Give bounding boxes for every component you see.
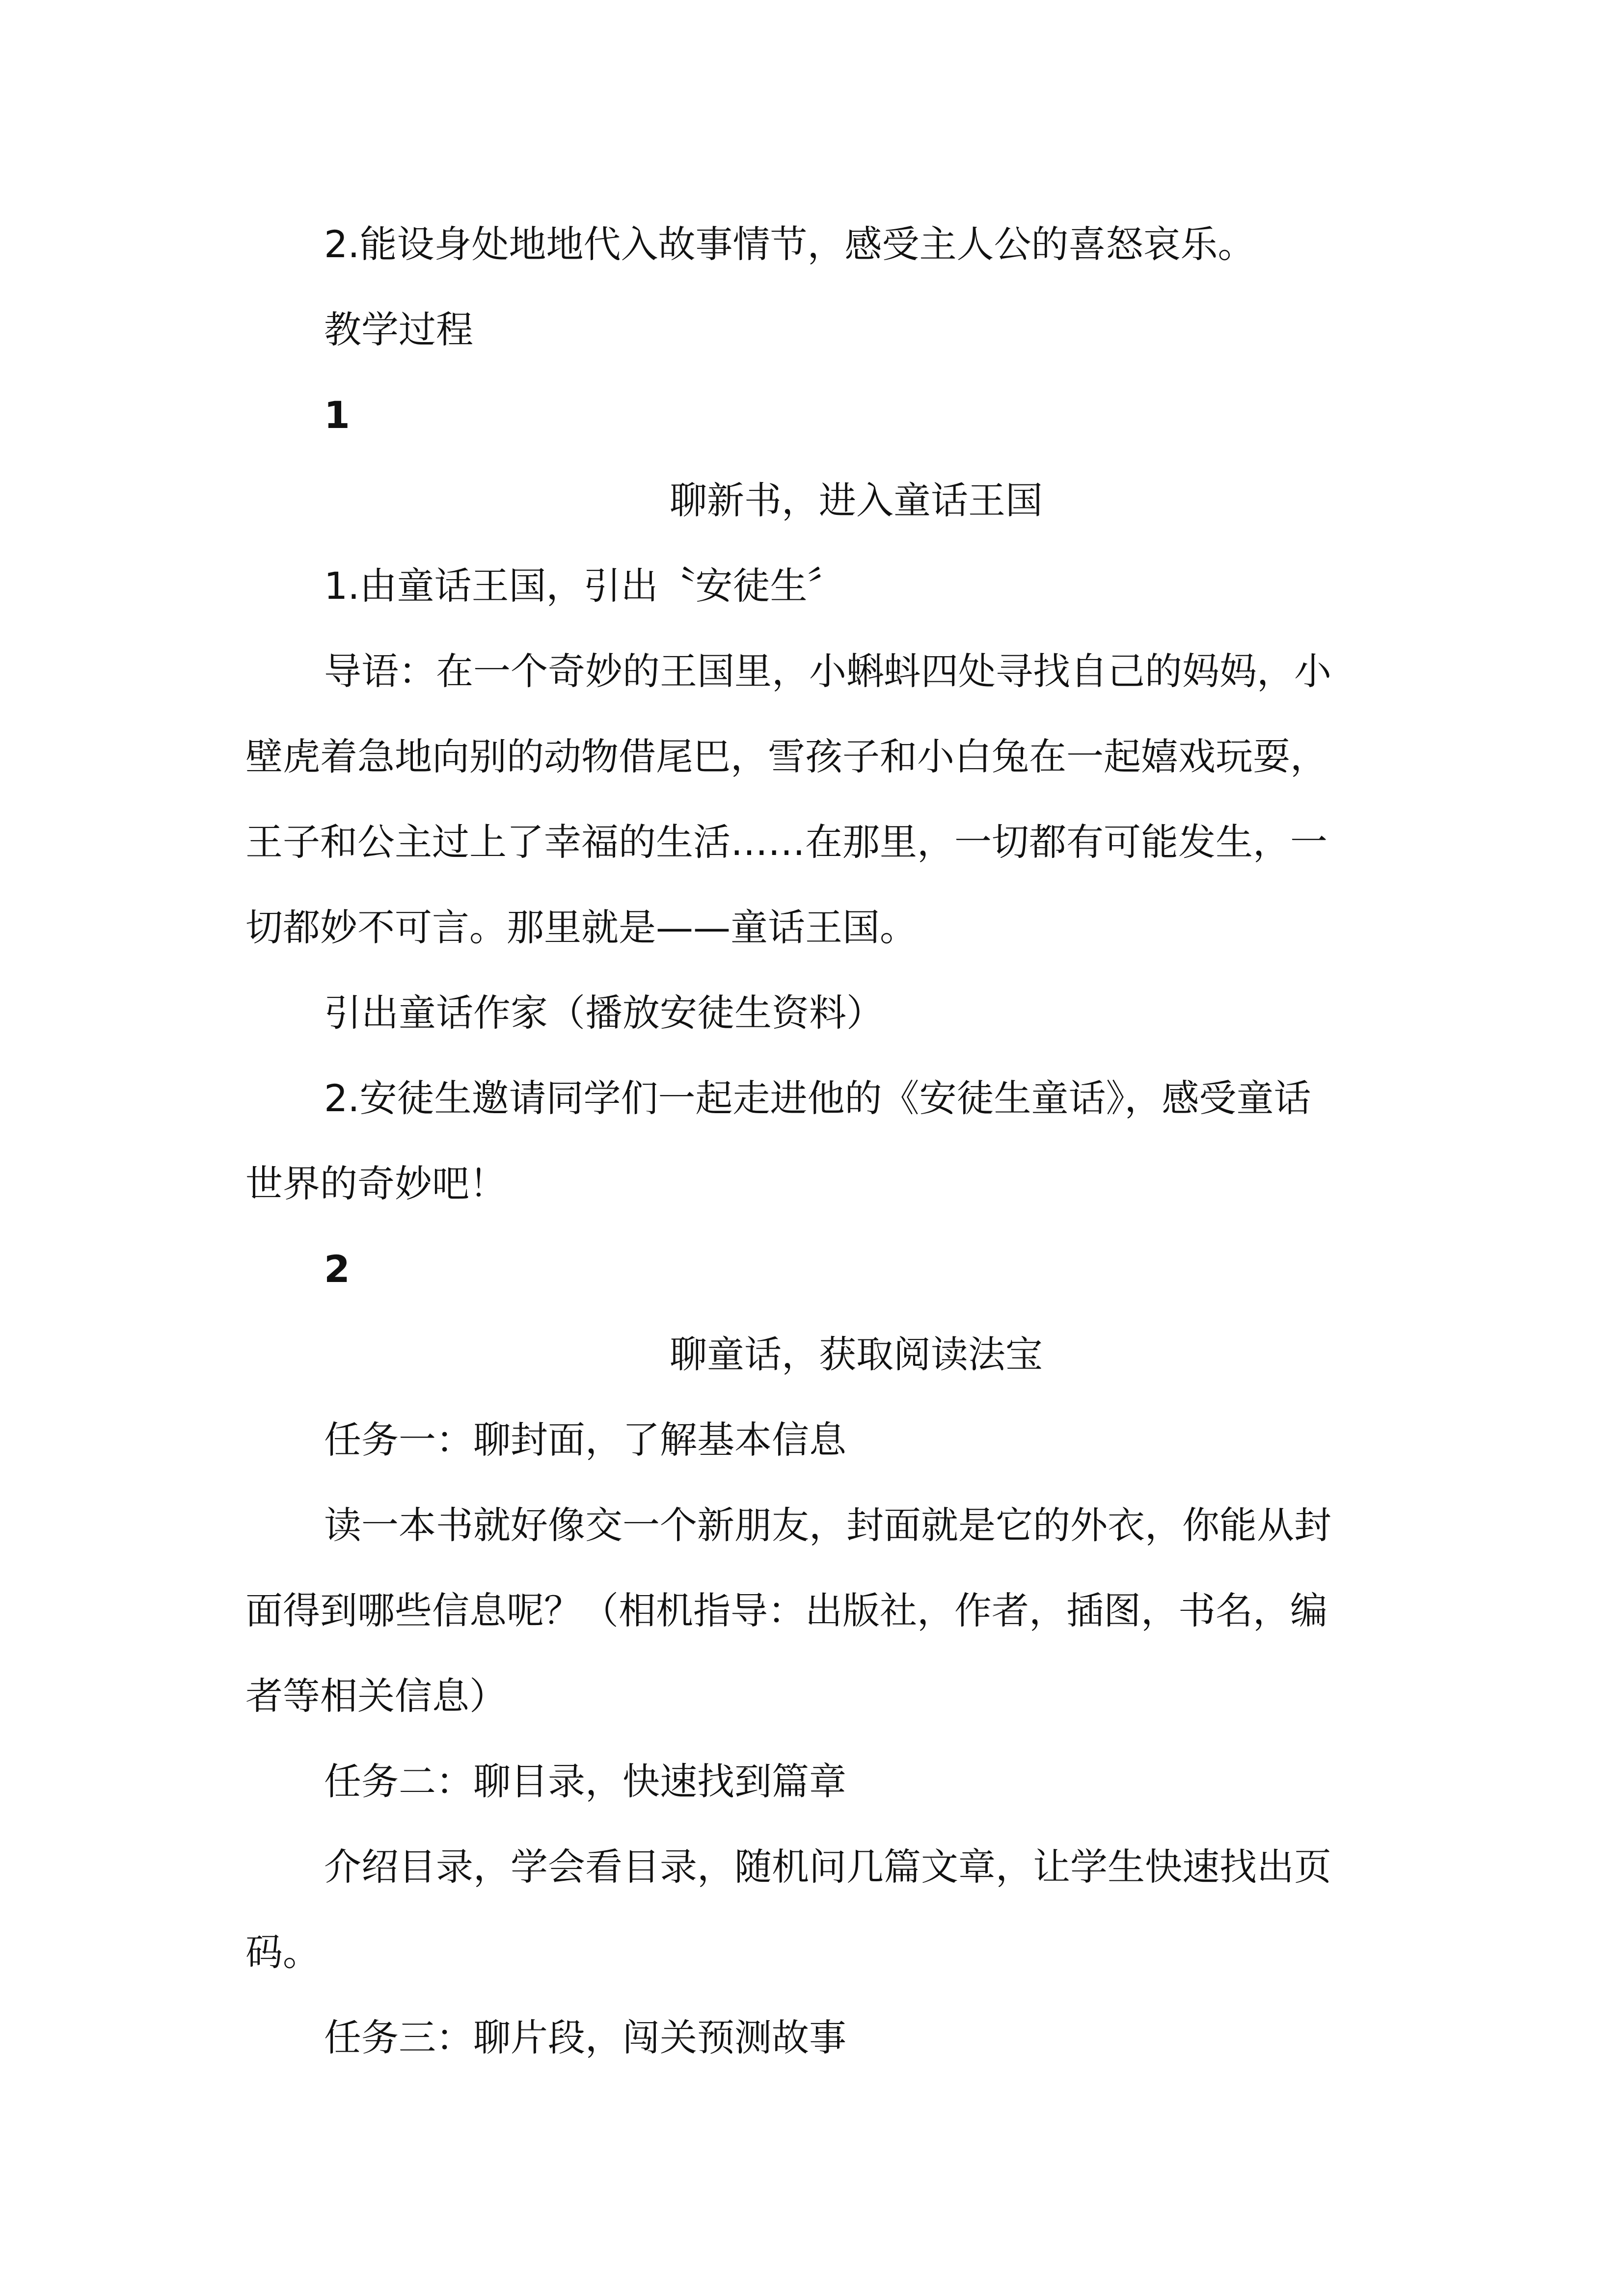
step-number-2: 2	[324, 1247, 350, 1291]
task-1-paragraph-line-3: 者等相关信息）	[245, 1674, 507, 1718]
item-1-1: 1.由童话王国，引出〝安徒生〞	[324, 564, 845, 608]
intro-paragraph-line-4: 切都妙不可言。那里就是——童话王国。	[245, 906, 917, 949]
task-1-paragraph-line-1: 读一本书就好像交一个新朋友，封面就是它的外衣，你能从封	[324, 1503, 1331, 1547]
goal-2-text: 2.能设身处地地代入故事情节，感受主人公的喜怒哀乐。	[324, 222, 1255, 266]
task-2-paragraph-line-2: 码。	[245, 1930, 320, 1974]
step-1-title: 聊新书，进入童话王国	[670, 479, 1043, 522]
task-1-heading: 任务一：聊封面，了解基本信息	[324, 1418, 846, 1462]
item-1-2-line-1: 2.安徒生邀请同学们一起走进他的《安徒生童话》，感受童话	[324, 1076, 1311, 1120]
task-3-heading: 任务三：聊片段，闯关预测故事	[324, 2016, 846, 2059]
step-2-title: 聊童话，获取阅读法宝	[670, 1333, 1043, 1376]
author-intro-text: 引出童话作家（播放安徒生资料）	[324, 991, 884, 1035]
task-2-heading: 任务二：聊目录，快速找到篇章	[324, 1760, 846, 1803]
item-1-2-line-2: 世界的奇妙吧！	[245, 1162, 507, 1205]
step-number-1: 1	[324, 393, 350, 437]
section-heading-teaching-process: 教学过程	[324, 308, 473, 351]
intro-paragraph-line-1: 导语：在一个奇妙的王国里，小蝌蚪四处寻找自己的妈妈，小	[324, 649, 1331, 693]
intro-paragraph-line-3: 王子和公主过上了幸福的生活……在那里，一切都有可能发生，一	[245, 820, 1327, 864]
intro-paragraph-line-2: 壁虎着急地向别的动物借尾巴，雪孩子和小白兔在一起嬉戏玩耍，	[245, 735, 1327, 778]
task-1-paragraph-line-2: 面得到哪些信息呢？（相机指导：出版社，作者，插图，书名，编	[245, 1589, 1327, 1632]
task-2-paragraph-line-1: 介绍目录，学会看目录，随机问几篇文章，让学生快速找出页	[324, 1845, 1331, 1889]
